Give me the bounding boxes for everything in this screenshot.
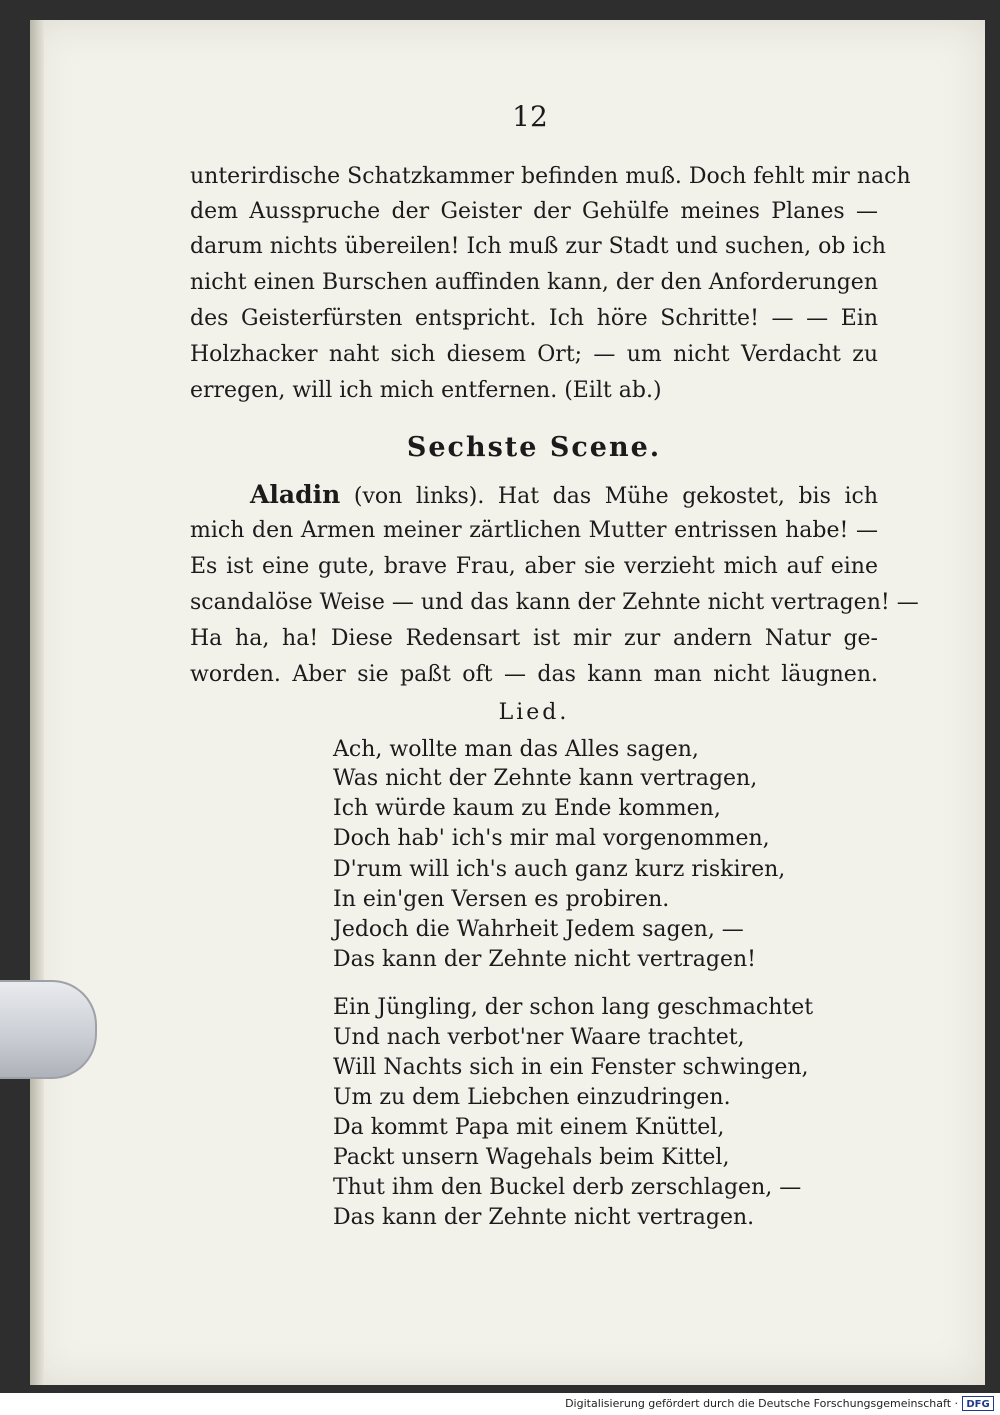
text-line: Es ist eine gute, brave Frau, aber sie verzieht mich auf eine xyxy=(190,554,878,579)
speaker-name: Aladin xyxy=(250,480,341,509)
verse-line: Ich würde kaum zu Ende kommen, xyxy=(333,796,721,821)
verse-line: Um zu dem Liebchen einzudringen. xyxy=(333,1085,731,1110)
verse-line: Will Nachts sich in ein Fenster schwingen, xyxy=(333,1055,809,1080)
verse-line: In ein'gen Versen es probiren. xyxy=(333,887,670,912)
verse-line: Jedoch die Wahrheit Jedem sagen, — xyxy=(333,917,744,942)
verse-line: Und nach verbot'ner Waare trachtet, xyxy=(333,1025,745,1050)
verse-line: Das kann der Zehnte nicht vertragen. xyxy=(333,1205,755,1230)
text-line: nicht einen Burschen auffinden kann, der den Anforderungen xyxy=(190,270,878,295)
verse-line: Da kommt Papa mit einem Knüttel, xyxy=(333,1115,725,1140)
song-title: Lied. xyxy=(498,700,570,725)
text-line: unterirdische Schatzkammer befinden muß. Doch fehlt mir nach xyxy=(190,164,911,189)
verse-line: Doch hab' ich's mir mal vorgenommen, xyxy=(333,826,770,851)
text-line: Holzhacker naht sich diesem Ort; — um nicht Verdacht zu xyxy=(190,342,878,367)
speech-first-line xyxy=(190,478,878,512)
verse-line: Das kann der Zehnte nicht vertragen! xyxy=(333,947,757,972)
paper-clip xyxy=(0,980,97,1079)
text-line: darum nichts übereilen! Ich muß zur Stadt und suchen, ob ich xyxy=(190,234,886,259)
verse-line: Ein Jüngling, der schon lang geschmachtet xyxy=(333,995,814,1020)
text-line: dem Ausspruche der Geister der Gehülfe meines Planes — xyxy=(190,199,878,224)
page-gutter xyxy=(30,20,44,1385)
text-line: Ha ha, ha! Diese Redensart ist mir zur andern Natur ge- xyxy=(190,626,878,651)
verse-line: Was nicht der Zehnte kann vertragen, xyxy=(333,766,758,791)
stage-direction: (von links). Hat das Mühe gekostet, bis ich xyxy=(353,484,879,509)
footer-bar xyxy=(0,1393,1000,1415)
verse-line: Thut ihm den Buckel derb zerschlagen, — xyxy=(333,1175,802,1200)
dfg-logo: DFG xyxy=(962,1396,994,1411)
text-line: erregen, will ich mich entfernen. (Eilt ab.) xyxy=(190,378,662,403)
text-line: des Geisterfürsten entspricht. Ich höre Schritte! — — Ein xyxy=(190,306,878,331)
page-number: 12 xyxy=(512,100,548,133)
text-line: scandalöse Weise — und das kann der Zehnte nicht vertragen! — xyxy=(190,590,919,615)
funding-credit: Digitalisierung gefördert durch die Deutsche Forschungsgemeinschaft · xyxy=(565,1397,958,1410)
scene-heading: Sechste Scene. xyxy=(406,432,662,463)
verse-line: Packt unsern Wagehals beim Kittel, xyxy=(333,1145,730,1170)
verse-line: Ach, wollte man das Alles sagen, xyxy=(333,737,699,762)
text-line: worden. Aber sie paßt oft — das kann man nicht läugnen. xyxy=(190,662,878,687)
verse-line: D'rum will ich's auch ganz kurz riskiren, xyxy=(333,857,786,882)
text-line: mich den Armen meiner zärtlichen Mutter entrissen habe! — xyxy=(190,518,878,543)
